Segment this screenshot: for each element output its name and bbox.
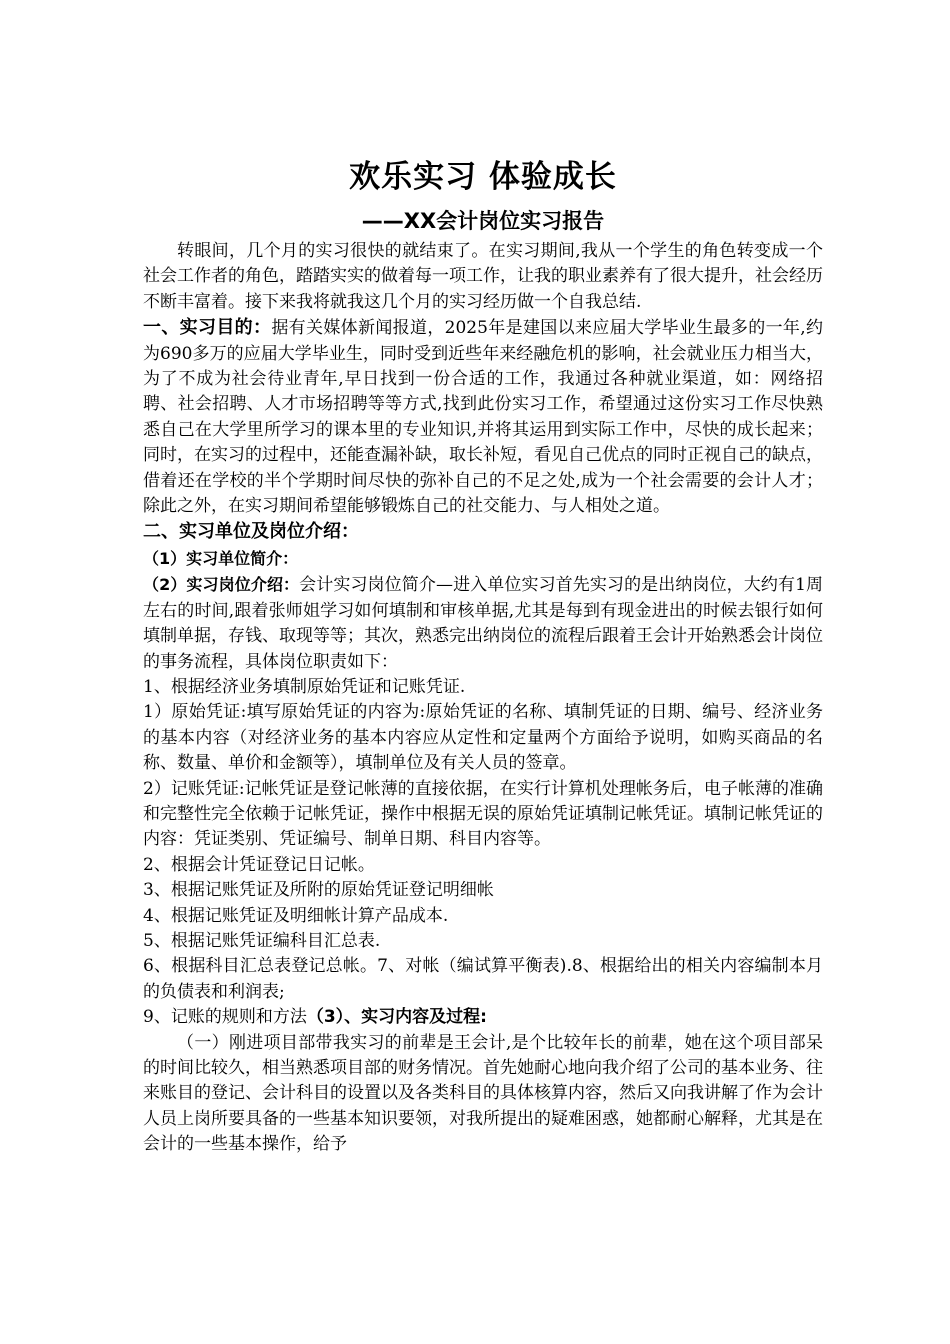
duty-item: 6、根据科目汇总表登记总帐。7、对帐（编试算平衡表).8、根据给出的相关内容编制本月的负债表和利润表; [143,956,823,1002]
intro-paragraph: 转眼间，几个月的实习很快的就结束了。在实习期间,我从一个学生的角色转变成一个社会工作者的角色，踏踏实实的做着每一项工作，让我的职业素养有了很大提升，社会经历不断丰富着。接下来我将就我这几个月的实习经历做一个自我总结. [143,241,823,312]
section3-heading: （3）、实习内容及过程: [306,1007,487,1028]
section1-heading: 一、实习目的： [143,317,272,339]
section2-sub2-heading: （2）实习岗位介绍： [143,575,300,595]
section1-paragraph [143,315,823,519]
duty-item-9: 9、记账的规则和方法（3）、实习内容及过程: [143,1007,487,1028]
section2-sub2-text: 会计实习岗位简介—进入单位实习首先实习的是出纳岗位，大约有1周左右的时间,跟着张师姐学习如何填制和审核单据,尤其是每到有现金进出的时候去银行如何填制单据，存钱、取现等等；其次，熟悉完出纳岗位的流程后跟着王会计开始熟悉会计岗位的事务流程，具体岗位职责如下： [143,575,823,672]
duty-item: 2）记账凭证:记帐凭证是登记帐薄的直接依据，在实行计算机处理帐务后，电子帐薄的准确和完整性完全依赖于记帐凭证，操作中根据无误的原始凭证填制记帐凭证。填制记帐凭证的内容：凭证类别、凭证编号、制单日期、科目内容等。 [143,778,823,850]
duty-item: 4、根据记账凭证及明细帐计算产品成本. [143,905,449,926]
duty-item: 5、根据记账凭证编科目汇总表. [143,930,381,951]
duty-item: 1）原始凭证:填写原始凭证的内容为:原始凭证的名称、填制凭证的日期、编号、经济业务的基本内容（对经济业务的基本内容应从定性和定量两个方面给予说明，如购买商品的名称、数量、单价和金额等），填制单位及有关人员的签章。 [143,702,823,774]
section2-sub1: （1）实习单位简介： [143,548,299,568]
section2-sub2-paragraph [143,572,823,675]
document-subtitle: ——XX会计岗位实习报告 [361,209,605,233]
duty-item: 3、根据记账凭证及所附的原始凭证登记明细帐 [143,880,494,901]
document-page [143,150,823,1158]
section1-text: 据有关媒体新闻报道，2025年是建国以来应届大学毕业生最多的一年,约为690多万的应届大学毕业生，同时受到近些年来经融危机的影响，社会就业压力相当大，为了不成为社会待业青年,早日找到一份合适的工作，我通过各种就业渠道，如：网络招聘、社会招聘、人才市场招聘等等方式,找到此份实习工作，希望通过这份实习工作尽快熟悉自己在大学里所学习的课本里的专业知识,并将其运用到实际工作中，尽快的成长起来；同时，在实习的过程中，还能查漏补缺，取长补短，看见自己优点的同时正视自己的缺点，借着还在学校的半个学期时间尽快的弥补自己的不足之处,成为一个社会需要的会计人才；除此之外，在实习期间希望能够锻炼自己的社交能力、与人相处之道。 [143,318,824,517]
section3-paragraph: （一）刚进项目部带我实习的前辈是王会计,是个比较年长的前辈，她在这个项目部呆的时间比较久，相当熟悉项目部的财务情况。首先她耐心地向我介绍了公司的基本业务、往来账目的登记、会计科目的设置以及各类科目的具体核算内容，然后又向我讲解了作为会计人员上岗所要具备的一些基本知识要领，对我所提出的疑难困惑，她都耐心解释，尤其是在会计的一些基本操作，给予 [143,1032,823,1155]
section2-heading: 二、实习单位及岗位介绍： [143,521,359,543]
duty-item: 1、根据经济业务填制原始凭证和记账凭证. [143,676,466,697]
duty-item: 2、根据会计凭证登记日记帐。 [143,854,375,875]
document-title: 欢乐实习 体验成长 [349,159,617,195]
